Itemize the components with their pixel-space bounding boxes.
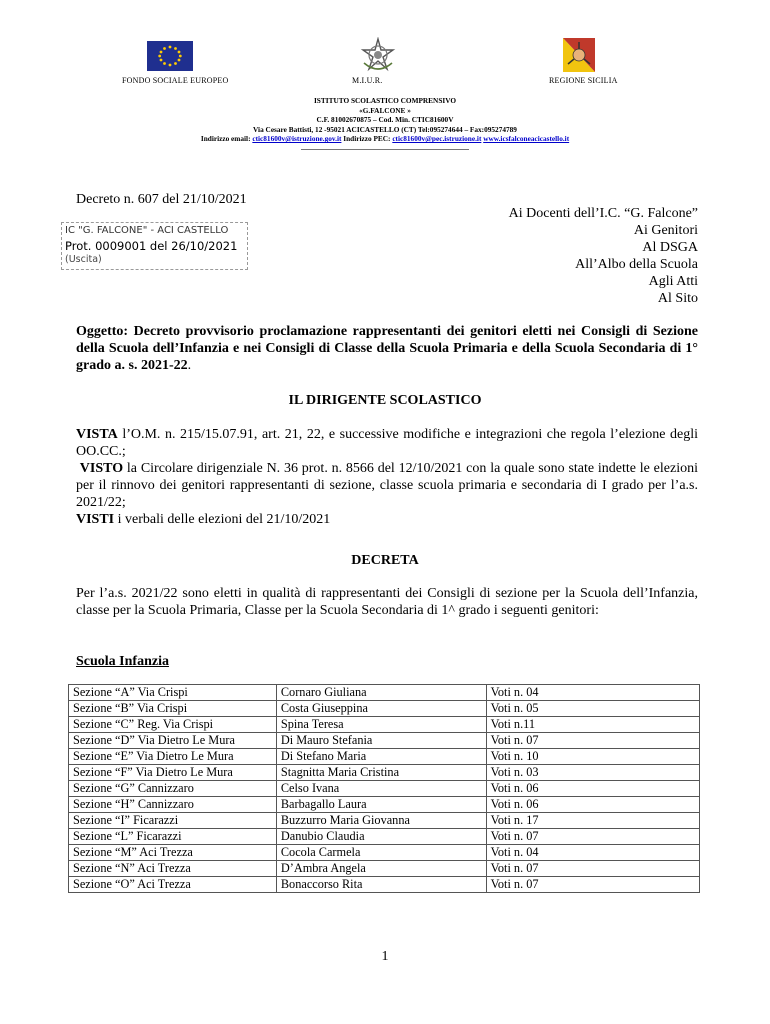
table-row xyxy=(69,861,700,877)
table-row xyxy=(69,813,700,829)
header-divider xyxy=(301,149,469,150)
recipients-block xyxy=(398,206,698,307)
votes-cell: Voti n.11 xyxy=(486,717,699,733)
table-row xyxy=(69,845,700,861)
section-title: Scuola Infanzia xyxy=(76,654,169,669)
recipient-line: All’Albo della Scuola xyxy=(575,256,698,272)
section-cell: Sezione “F” Via Dietro Le Mura xyxy=(69,765,277,781)
parent-name-cell: Barbagallo Laura xyxy=(276,797,486,813)
subject-text: Oggetto: Decreto provvisorio proclamazione rappresentanti dei genitori eletti nei Consigli di Sezione della Scuola dell’Infanzia e nei Consigli di Classe della Scuola Primaria e della Scuola Secondaria di 1° grado a. s. 2021-22 xyxy=(76,324,698,373)
parent-name-cell: Danubio Claudia xyxy=(276,829,486,845)
parent-name-cell: Di Mauro Stefania xyxy=(276,733,486,749)
table-row xyxy=(69,733,700,749)
votes-cell: Voti n. 10 xyxy=(486,749,699,765)
vista-text: l’O.M. n. 215/15.07.91, art. 21, 22, e successive modifiche e integrazioni che regola l’elezione degli OO.CC.; xyxy=(76,427,698,459)
results-table xyxy=(68,684,700,893)
school-contacts xyxy=(0,134,770,144)
parent-name-cell: Buzzurro Maria Giovanna xyxy=(276,813,486,829)
section-cell: Sezione “L” Ficarazzi xyxy=(69,829,277,845)
premises-block xyxy=(76,426,698,528)
votes-cell: Voti n. 07 xyxy=(486,861,699,877)
recipient-line: Ai Genitori xyxy=(633,222,698,238)
section-cell: Sezione “C” Reg. Via Crispi xyxy=(69,717,277,733)
parent-name-cell: Celso Ivana xyxy=(276,781,486,797)
section-cell: Sezione “O” Aci Trezza xyxy=(69,877,277,893)
stamp-line-2: Prot. 0009001 del 26/10/2021 xyxy=(65,238,238,253)
stamp-line-1: IC "G. FALCONE" - ACI CASTELLO xyxy=(65,225,229,236)
visti-text: i verbali delle elezioni del 21/10/2021 xyxy=(114,512,331,527)
miur-logo-label: M.I.U.R. xyxy=(352,76,383,85)
parent-name-cell: Spina Teresa xyxy=(276,717,486,733)
votes-cell: Voti n. 06 xyxy=(486,797,699,813)
section-cell: Sezione “G” Cannizzaro xyxy=(69,781,277,797)
parent-name-cell: Di Stefano Maria xyxy=(276,749,486,765)
stamp-line-3: (Uscita) xyxy=(65,254,102,265)
section-cell: Sezione “E” Via Dietro Le Mura xyxy=(69,749,277,765)
votes-cell: Voti n. 06 xyxy=(486,781,699,797)
recipient-line: Agli Atti xyxy=(648,273,698,289)
visto-text: la Circolare dirigenziale N. 36 prot. n. 8566 del 12/10/2021 con la quale sono state indette le elezioni per il rinnovo dei genitori rappresentanti di sezione, classe scuola primaria e secondaria di I grado per l’a.s. 2021/22; xyxy=(76,461,698,510)
visto-paragraph xyxy=(76,460,698,511)
table-row xyxy=(69,717,700,733)
parent-name-cell: Cornaro Giuliana xyxy=(276,685,486,701)
section-cell: Sezione “M” Aci Trezza xyxy=(69,845,277,861)
visti-paragraph xyxy=(76,511,698,528)
school-subname: «G.FALCONE » xyxy=(359,105,411,115)
section-cell: Sezione “H” Cannizzaro xyxy=(69,797,277,813)
table-row xyxy=(69,797,700,813)
school-name: ISTITUTO SCOLASTICO COMPRENSIVO xyxy=(313,96,457,105)
recipient-line: Ai Docenti dell’I.C. “G. Falcone” xyxy=(508,206,698,221)
subject-end: . xyxy=(187,358,192,373)
email-link[interactable]: ctic81600v@istruzione.gov.it xyxy=(252,134,342,144)
school-address: Via Cesare Battisti, 12 -95021 ACICASTELLO (CT) Tel:095274644 – Fax:095274789 xyxy=(253,124,517,134)
decreta-paragraph: Per l’a.s. 2021/22 sono eletti in qualità di rappresentanti dei Consigli di sezione per la Scuola dell’Infanzia, classe per la Scuola Primaria, Classe per la Scuola Secondaria di 1^ grado i seguenti genitori: xyxy=(76,586,698,618)
parent-name-cell: Bonaccorso Rita xyxy=(276,877,486,893)
votes-cell: Voti n. 07 xyxy=(486,829,699,845)
table-row xyxy=(69,829,700,845)
italian-emblem-logo xyxy=(360,37,396,73)
pec-link[interactable]: ctic81600v@pec.istruzione.it xyxy=(392,134,482,144)
vista-paragraph xyxy=(76,426,698,460)
eu-flag-logo xyxy=(147,41,193,71)
school-codes: C.F. 81002670875 – Cod. Min. CTIC81600V xyxy=(316,115,454,125)
table-row xyxy=(69,877,700,893)
parent-name-cell: D’Ambra Angela xyxy=(276,861,486,877)
section-cell: Sezione “I” Ficarazzi xyxy=(69,813,277,829)
table-row xyxy=(69,701,700,717)
email-label: Indirizzo email: xyxy=(200,134,251,144)
section-cell: Sezione “B” Via Crispi xyxy=(69,701,277,717)
table-row xyxy=(69,749,700,765)
votes-cell: Voti n. 07 xyxy=(486,733,699,749)
votes-cell: Voti n. 04 xyxy=(486,685,699,701)
parent-name-cell: Stagnitta Maria Cristina xyxy=(276,765,486,781)
page-number: 1 xyxy=(381,949,389,964)
votes-cell: Voti n. 17 xyxy=(486,813,699,829)
votes-cell: Voti n. 04 xyxy=(486,845,699,861)
subject-paragraph xyxy=(76,323,698,374)
parent-name-cell: Costa Giuseppina xyxy=(276,701,486,717)
section-cell: Sezione “D” Via Dietro Le Mura xyxy=(69,733,277,749)
visto-label: VISTO xyxy=(79,461,124,476)
parent-name-cell: Cocola Carmela xyxy=(276,845,486,861)
heading-dirigente: IL DIRIGENTE SCOLASTICO xyxy=(288,393,482,408)
school-header xyxy=(0,96,770,144)
votes-cell: Voti n. 05 xyxy=(486,701,699,717)
recipient-line: Al Sito xyxy=(657,290,698,306)
recipient-line: Al DSGA xyxy=(642,239,698,255)
protocol-stamp xyxy=(61,222,248,270)
votes-cell: Voti n. 03 xyxy=(486,765,699,781)
votes-cell: Voti n. 07 xyxy=(486,877,699,893)
table-row xyxy=(69,781,700,797)
sicily-logo-label: REGIONE SICILIA xyxy=(549,76,618,85)
visti-label: VISTI xyxy=(76,512,115,527)
eu-logo-label: FONDO SOCIALE EUROPEO xyxy=(122,76,229,85)
decree-number: Decreto n. 607 del 21/10/2021 xyxy=(76,192,247,207)
website-link[interactable]: www.icsfalconeacicastello.it xyxy=(483,134,570,144)
table-row xyxy=(69,765,700,781)
section-cell: Sezione “N” Aci Trezza xyxy=(69,861,277,877)
sicily-region-logo xyxy=(563,38,595,72)
pec-label: Indirizzo PEC: xyxy=(343,134,391,144)
vista-label: VISTA xyxy=(76,427,118,442)
heading-decreta: DECRETA xyxy=(351,553,419,568)
section-cell: Sezione “A” Via Crispi xyxy=(69,685,277,701)
table-row xyxy=(69,685,700,701)
